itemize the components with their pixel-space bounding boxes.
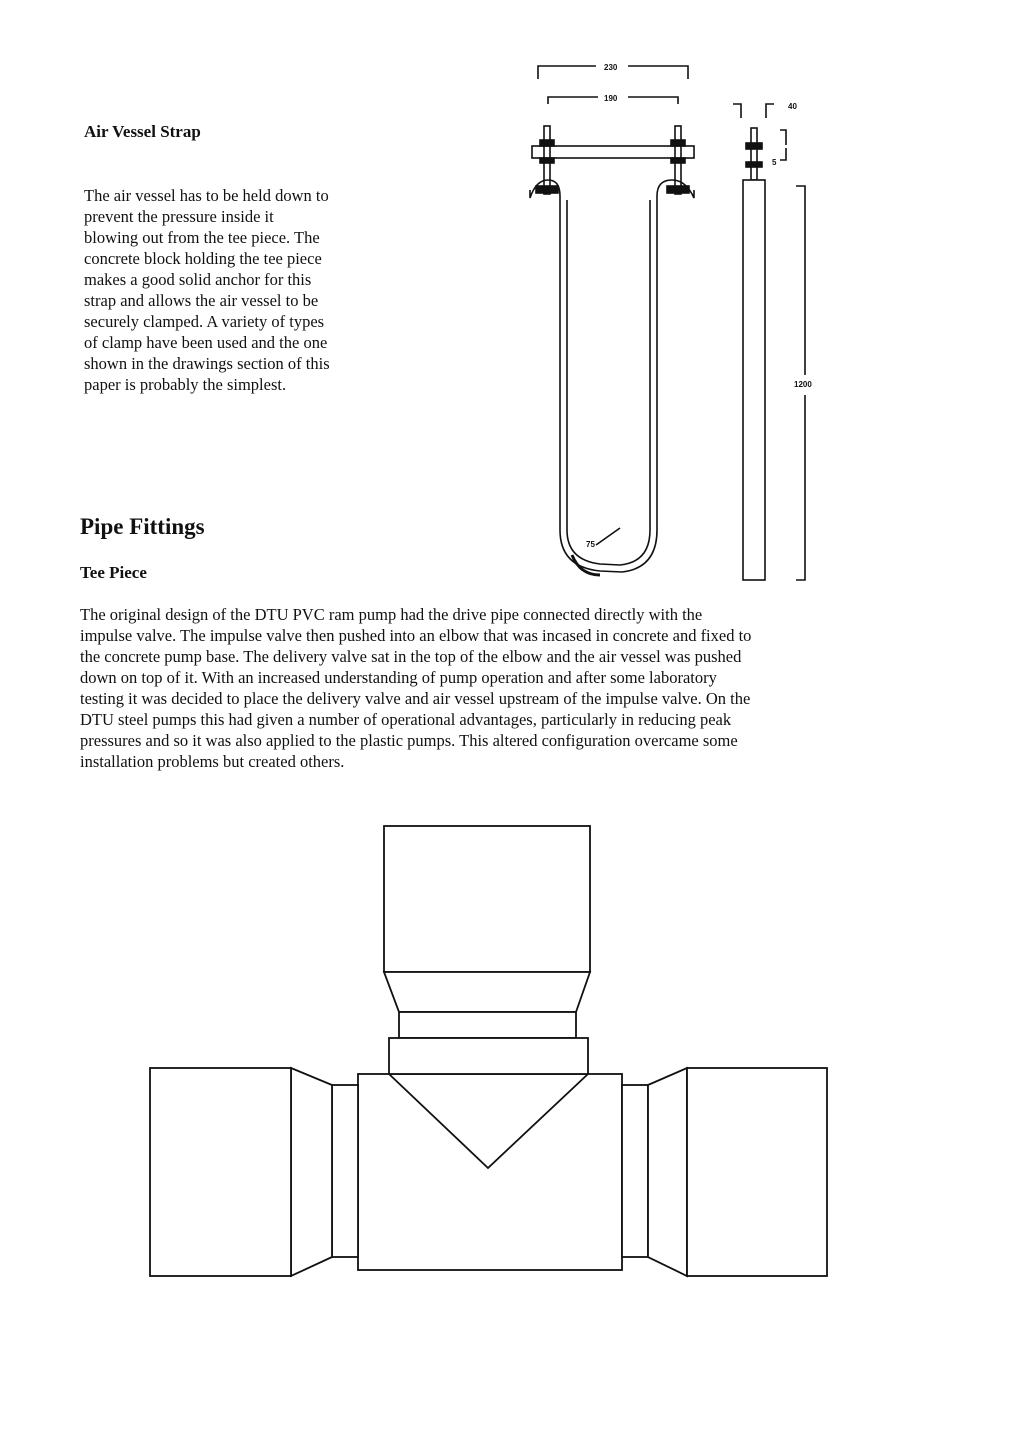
air-vessel-neck (399, 1012, 576, 1038)
paragraph-line: installation problems but created others. (80, 752, 345, 771)
left-reducer (291, 1068, 332, 1276)
paragraph-line: down on top of it. With an increased understanding of pump operation and after some laboratory (80, 668, 717, 687)
paragraph-line: the concrete pump base. The delivery valve sat in the top of the elbow and the air vessel was pushed (80, 647, 742, 666)
paragraph-line: prevent the pressure inside it (84, 207, 274, 226)
paragraph-line: The original design of the DTU PVC ram pump had the drive pipe connected directly with the (80, 605, 703, 624)
right-pipe (687, 1068, 827, 1276)
paragraph-line: impulse valve. The impulse valve then pushed into an elbow that was incased in concrete and fixed to (80, 626, 752, 645)
pipe-fittings-heading: Pipe Fittings (80, 514, 205, 539)
paragraph-line: The air vessel has to be held down to (84, 186, 329, 205)
paragraph-line: concrete block holding the tee piece (84, 249, 322, 268)
right-spigot (622, 1085, 648, 1257)
dim-inner-width: 190 (604, 94, 618, 103)
dim-bar-thickness: 5 (772, 158, 777, 167)
air-vessel-reducer (384, 972, 590, 1012)
paragraph-line: makes a good solid anchor for this (84, 270, 312, 289)
dim-bar-width: 40 (788, 102, 797, 111)
tee-piece-subheading: Tee Piece (80, 563, 147, 582)
dim-bend: 75 (586, 540, 595, 549)
right-reducer (648, 1068, 687, 1276)
left-spigot (332, 1085, 358, 1257)
paragraph-line: securely clamped. A variety of types (84, 312, 325, 331)
paragraph-line: strap and allows the air vessel to be (84, 291, 319, 310)
paragraph-line: blowing out from the tee piece. The (84, 228, 320, 247)
air-vessel-strap-heading: Air Vessel Strap (84, 122, 201, 141)
dim-outer-width: 230 (604, 63, 618, 72)
paragraph-line: DTU steel pumps this had given a number of operational advantages, particularly in reducing peak (80, 710, 732, 729)
paragraph-line: pressures and so it was also applied to the plastic pumps. This altered configuration overcame some (80, 731, 738, 750)
dim-length: 1200 (794, 380, 812, 389)
paragraph-line: of clamp have been used and the one (84, 333, 328, 352)
air-vessel-pipe (384, 826, 590, 972)
tee-top-socket (389, 1038, 588, 1074)
paragraph-line: shown in the drawings section of this (84, 354, 330, 373)
paragraph-line: testing it was decided to place the delivery valve and air vessel upstream of the impulse valve. On the (80, 689, 751, 708)
tee-body (358, 1074, 622, 1270)
paragraph-line: paper is probably the simplest. (84, 375, 287, 394)
left-pipe (150, 1068, 291, 1276)
